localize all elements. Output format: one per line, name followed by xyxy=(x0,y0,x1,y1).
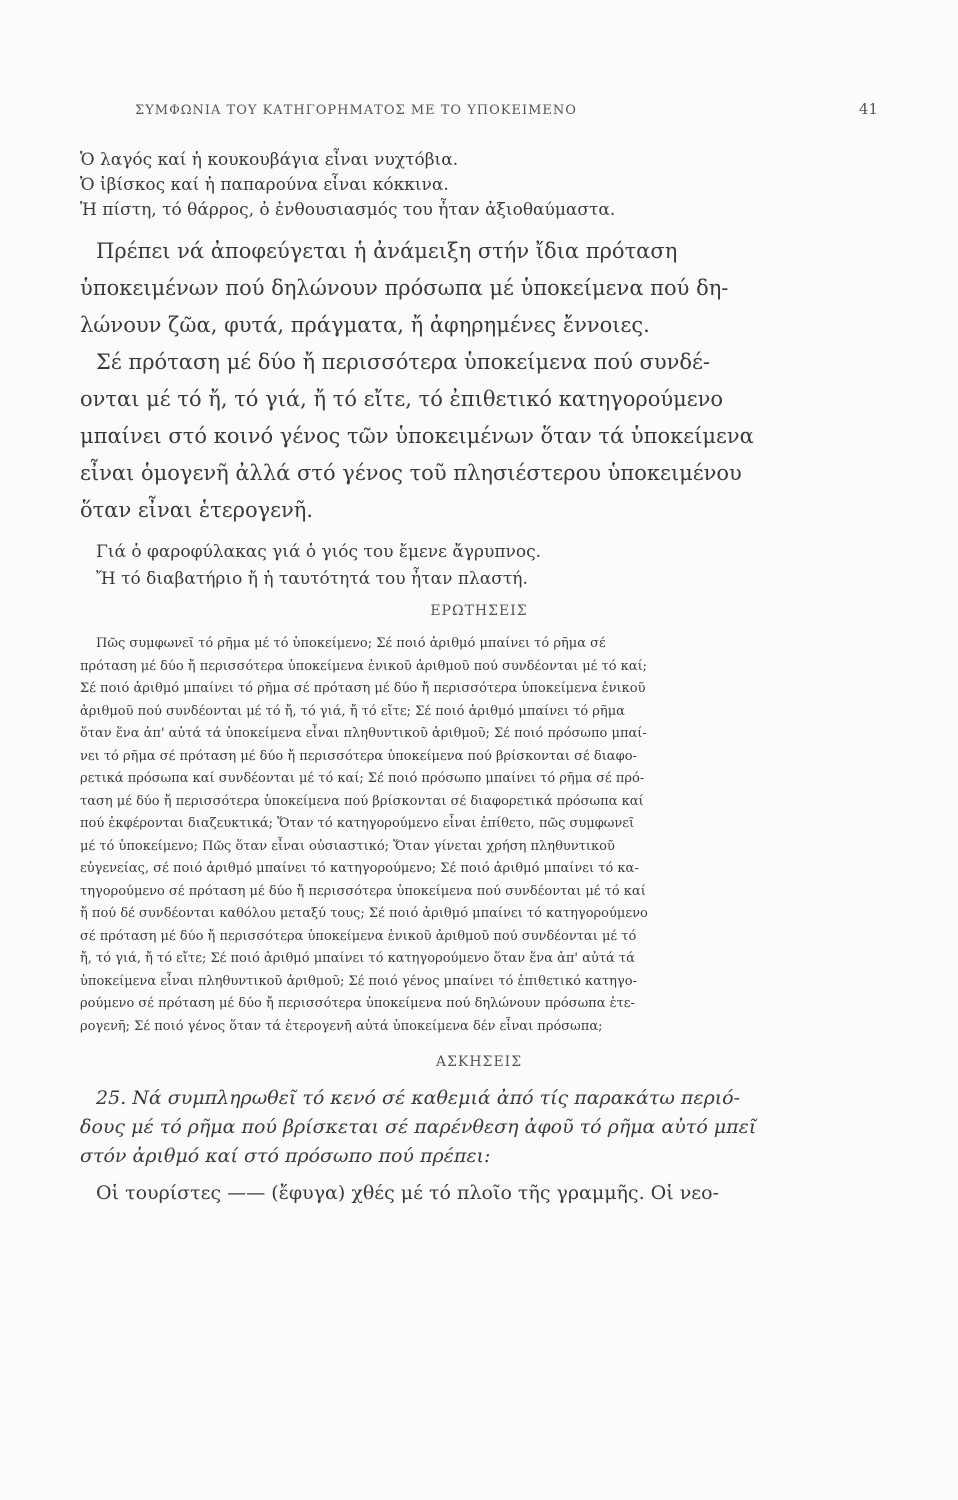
question-line: σέ πρόταση μέ δύο ἤ περισσότερα ὑποκείμενα ἑνικοῦ ἀριθμοῦ πού συνδέονται μέ τό xyxy=(80,928,637,944)
question-line: ρούμενο σέ πρόταση μέ δύο ἤ περισσότερα ὑποκείμενα πού δηλώνουν πρόσωπα ἑτε- xyxy=(80,996,635,1011)
rule-line: μπαίνει στό κοινό γένος τῶν ὑποκειμένων ὅταν τά ὑποκείμενα xyxy=(80,424,754,448)
question-line: ρογενῆ; Σέ ποιό γένος ὅταν τά ἑτερογενῆ αὐτά ὑποκείμενα δέν εἶναι πρόσωπα; xyxy=(80,1018,603,1034)
example-line: Ἡ πίστη, τό θάρρος, ὁ ἐνθουσιασμός του ἦταν ἀξιοθαύμαστα. xyxy=(80,200,616,220)
page-number: 41 xyxy=(858,100,878,118)
question-line: πού ἐκφέρονται διαζευκτικά; Ὅταν τό κατηγορούμενο εἶναι ἐπίθετο, πῶς συμφωνεῖ xyxy=(80,816,635,831)
question-line: τηγορούμενο σέ πρόταση μέ δύο ἤ περισσότερα ὑποκείμενα πού συνδέονται μέ τό καί xyxy=(80,883,646,899)
rule-line: λώνουν ζῶα, φυτά, πράγματα, ἤ ἀφηρημένες ἔννοιες. xyxy=(80,313,650,337)
question-line: Πῶς συμφωνεῖ τό ρῆμα μέ τό ὑποκείμενο; Σέ ποιό ἀριθμό μπαίνει τό ρῆμα σέ xyxy=(96,636,606,651)
exercise-instruction-line: 25. Νά συμπληρωθεῖ τό κενό σέ καθεμιά ἀπό τίς παρακάτω περιό- xyxy=(96,1087,741,1109)
question-line: ταση μέ δύο ἤ περισσότερα ὑποκείμενα πού βρίσκονται σέ διαφορετικά πρόσωπα καί xyxy=(80,793,644,809)
questions-heading: ΕΡΩΤΗΣΕΙΣ xyxy=(430,603,528,619)
question-line: μέ τό ὑποκείμενο; Πῶς ὅταν εἶναι οὐσιαστικό; Ὅταν γίνεται χρήση πληθυντικοῦ xyxy=(80,838,615,854)
question-line: ἤ, τό γιά, ἤ τό εἴτε; Σέ ποιό ἀριθμό μπαίνει τό κατηγορούμενο ὅταν ἕνα ἀπ' αὐτά τά xyxy=(80,951,635,966)
example-line: Ὁ ἰβίσκος καί ἡ παπαρούνα εἶναι κόκκινα. xyxy=(80,175,449,195)
question-line: ἀριθμοῦ πού συνδέονται μέ τό ἤ, τό γιά, ἤ τό εἴτε; Σέ ποιό ἀριθμό μπαίνει τό ρῆμα xyxy=(80,703,625,719)
example-line: Ὁ λαγός καί ἡ κουκουβάγια εἶναι νυχτόβια. xyxy=(80,150,459,170)
exercises-heading: ΑΣΚΗΣΕΙΣ xyxy=(435,1054,523,1070)
exercise-instruction-line: δους μέ τό ρῆμα πού βρίσκεται σέ παρένθεση ἀφοῦ τό ρῆμα αὐτό μπεῖ xyxy=(80,1116,757,1138)
running-head xyxy=(80,100,878,118)
questions-block xyxy=(80,633,878,1038)
question-line: εὐγενείας, σέ ποιό ἀριθμό μπαίνει τό κατηγορούμενο; Σέ ποιό ἀριθμό μπαίνει τό κα- xyxy=(80,861,639,876)
rule-line: ονται μέ τό ἤ, τό γιά, ἤ τό εἴτε, τό ἐπιθετικό κατηγορούμενο xyxy=(80,387,724,411)
exercise-instruction-line: στόν ἀριθμό καί στό πρόσωπο πού πρέπει: xyxy=(80,1145,491,1167)
question-line: ἤ πού δέ συνδέονται καθόλου μεταξύ τους; Σέ ποιό ἀριθμό μπαίνει τό κατηγορούμενο xyxy=(80,906,648,921)
exercise-25 xyxy=(80,1084,878,1208)
question-line: νει τό ρῆμα σέ πρόταση μέ δύο ἤ περισσότερα ὑποκείμενα πού βρίσκονται σέ διαφο- xyxy=(80,748,637,764)
rule-line: Σέ πρόταση μέ δύο ἤ περισσότερα ὑποκείμενα πού συνδέ- xyxy=(96,350,711,374)
question-line: Σέ ποιό ἀριθμό μπαίνει τό ρῆμα σέ πρόταση μέ δύο ἤ περισσότερα ὑποκείμενα ἑνικοῦ xyxy=(80,681,646,696)
book-page xyxy=(80,100,878,1208)
question-line: ὅταν ἕνα ἀπ' αὐτά τά ὑποκείμενα εἶναι πληθυντικοῦ ἀριθμοῦ; Σέ ποιό πρόσωπο μπαί- xyxy=(80,726,647,741)
question-line: ὑποκείμενα εἶναι πληθυντικοῦ ἀριθμοῦ; Σέ ποιό γένος μπαίνει τό ἐπιθετικό κατηγο- xyxy=(80,973,637,989)
rule-paragraph-b xyxy=(80,344,878,529)
examples-block-1 xyxy=(80,148,878,223)
chapter-title: ΣΥΜΦΩΝΙΑ ΤΟΥ ΚΑΤΗΓΟΡΗΜΑΤΟΣ ΜΕ ΤΟ ΥΠΟΚΕΙΜΕΝΟ xyxy=(135,103,577,118)
rule-line: εἶναι ὁμογενῆ ἀλλά στό γένος τοῦ πλησιέστερου ὑποκειμένου xyxy=(80,461,742,485)
rule-line: Πρέπει νά ἀποφεύγεται ἡ ἀνάμειξη στήν ἴδια πρόταση xyxy=(96,239,678,263)
example-line: Γιά ὁ φαροφύλακας γιά ὁ γιός του ἔμενε ἄγρυπνος. xyxy=(96,542,541,562)
rule-line: ὅταν εἶναι ἑτερογενῆ. xyxy=(80,498,314,522)
example-line: Ἤ τό διαβατήριο ἤ ἡ ταυτότητά του ἦταν πλαστή. xyxy=(96,569,528,589)
exercise-sentence: Οἱ τουρίστες —— (ἔφυγα) χθές μέ τό πλοῖο τῆς γραμμῆς. Οἱ νεο- xyxy=(96,1182,719,1204)
rule-line: ὑποκειμένων πού δηλώνουν πρόσωπα μέ ὑποκείμενα πού δη- xyxy=(80,276,729,300)
examples-block-2 xyxy=(80,539,878,593)
question-line: πρόταση μέ δύο ἤ περισσότερα ὑποκείμενα ἑνικοῦ ἀριθμοῦ πού συνδέονται μέ τό καί; xyxy=(80,658,648,674)
rule-paragraph-a xyxy=(80,233,878,344)
question-line: ρετικά πρόσωπα καί συνδέονται μέ τό καί; Σέ ποιό πρόσωπο μπαίνει τό ρῆμα σέ πρό- xyxy=(80,771,645,786)
